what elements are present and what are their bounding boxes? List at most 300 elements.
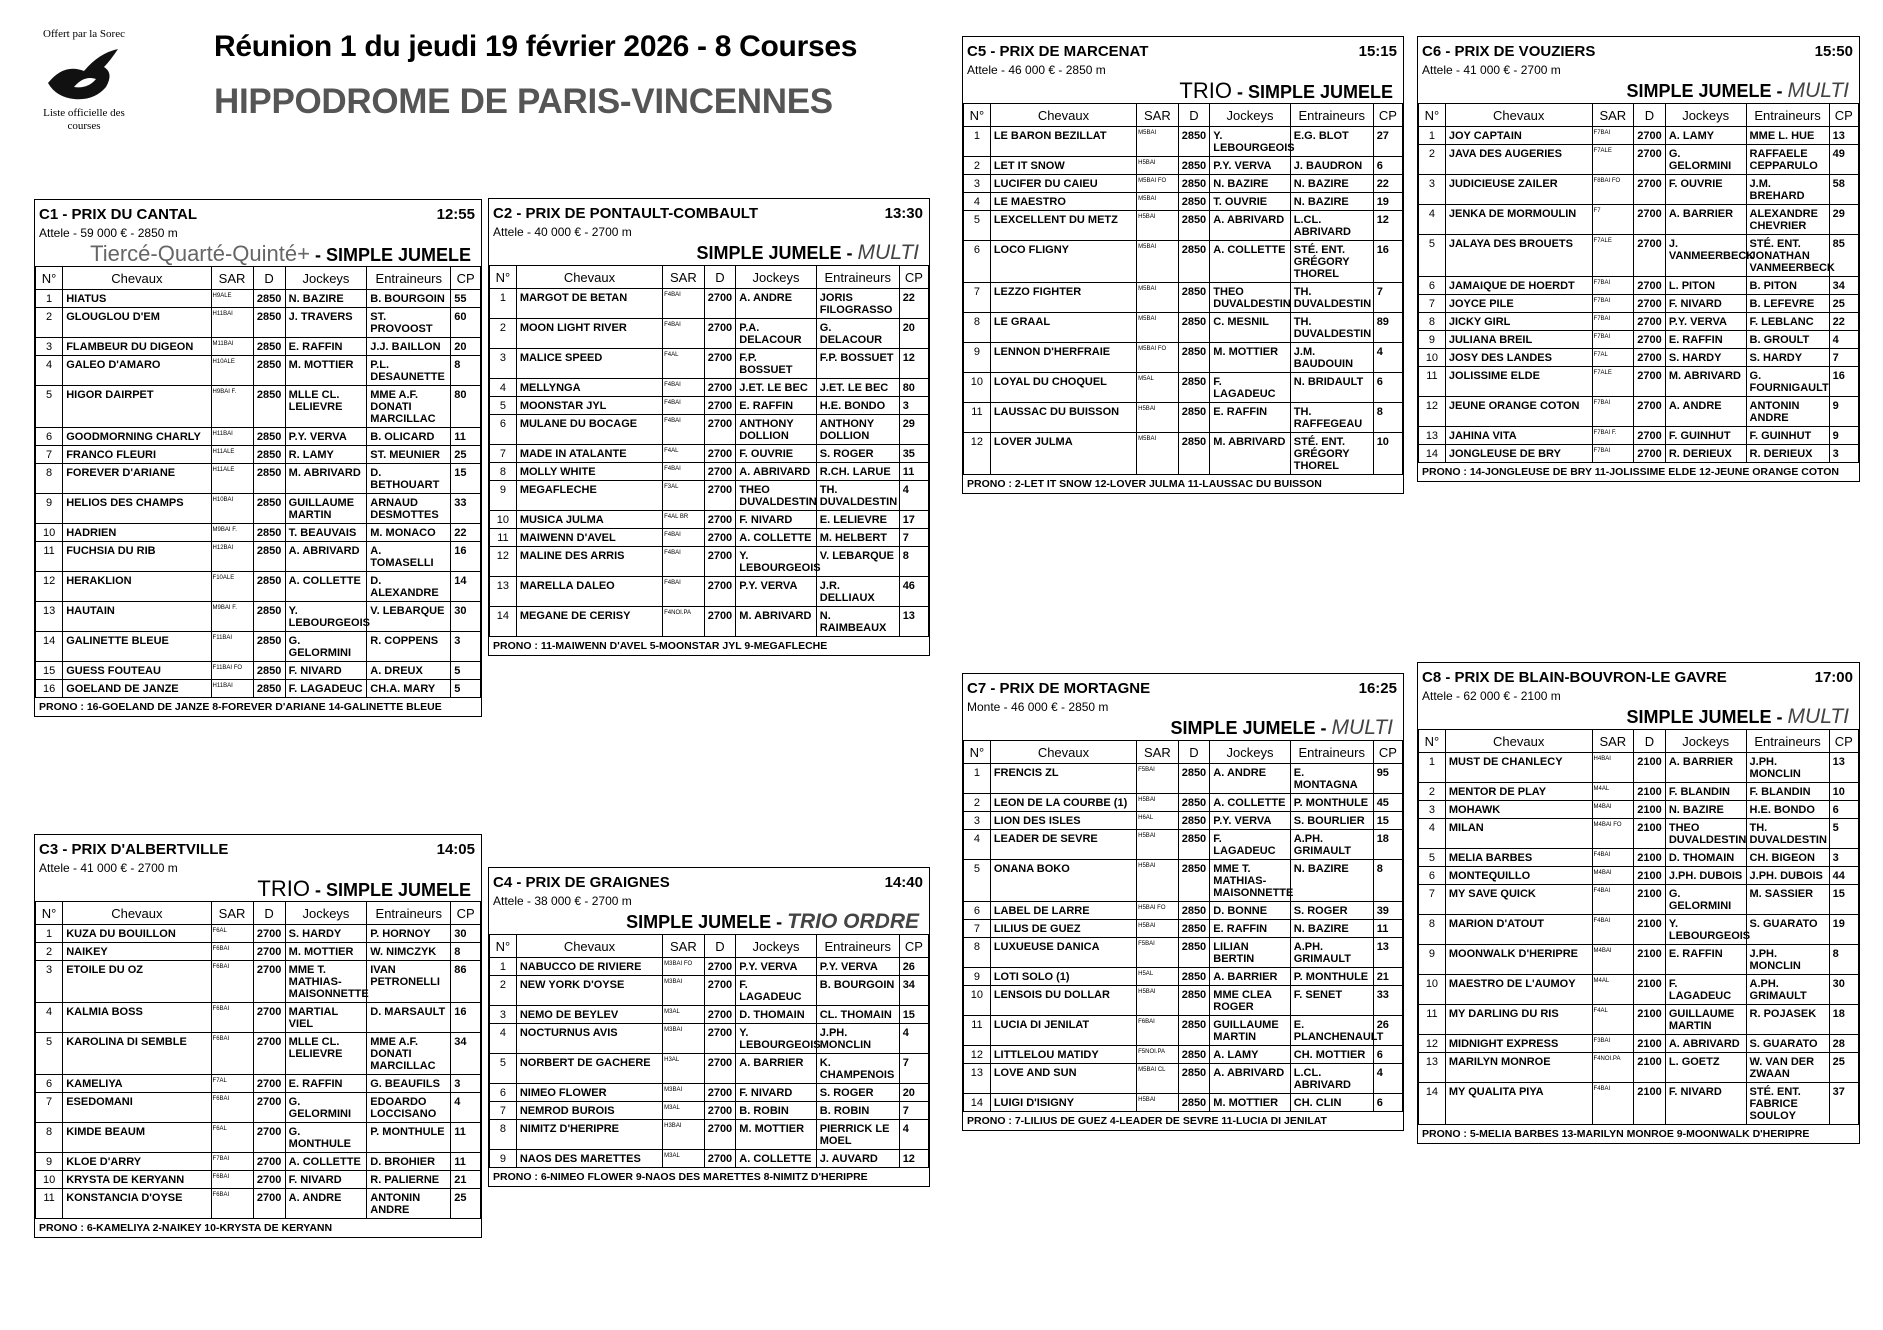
horse-name: MAESTRO DE L'AUMOY [1445, 975, 1592, 1005]
runner-number: 14 [490, 607, 517, 637]
bet-type-label: TRIO [257, 876, 310, 901]
distance: 2850 [1178, 403, 1210, 433]
horse-name: KIMDE BEAUM [63, 1123, 211, 1153]
trainer: R. DERIEUX [1746, 445, 1829, 463]
sar-info: H6AL [1137, 812, 1178, 830]
cp-value: 95 [1373, 764, 1402, 794]
runner-number: 9 [36, 1153, 63, 1171]
jockey: F. LAGADEUC [736, 976, 816, 1006]
runner-row [1419, 427, 1859, 445]
trainer: A.PH. GRIMAULT [1290, 938, 1373, 968]
runner-row [964, 175, 1403, 193]
runner-number: 6 [964, 902, 991, 920]
prono-line: PRONO : 2-LET IT SNOW 12-LOVER JULMA 11-LAUSSAC DU BUISSON [967, 478, 1322, 490]
jockey: GUILLAUME MARTIN [1210, 1016, 1290, 1046]
sar-info: F4BAI [663, 379, 704, 397]
col-horse-header: Chevaux [990, 741, 1136, 764]
runner-number: 10 [1419, 975, 1446, 1005]
cp-value: 15 [451, 464, 481, 494]
cp-value: 18 [1373, 830, 1402, 860]
sar-info: M5BAI [1137, 283, 1178, 313]
venue-title: HIPPODROME DE PARIS-VINCENNES [214, 82, 833, 121]
runner-row [490, 445, 929, 463]
distance: 2100 [1634, 867, 1666, 885]
jockey: S. HARDY [285, 925, 367, 943]
runner-row [490, 1150, 929, 1168]
prono-line: PRONO : 11-MAIWENN D'AVEL 5-MOONSTAR JYL 9-MEGAFLECHE [493, 640, 828, 652]
sar-info: H5BAI [1137, 920, 1178, 938]
horse-name: LION DES ISLES [990, 812, 1136, 830]
sar-info: H5BAI [1137, 986, 1178, 1016]
runner-number: 7 [964, 283, 991, 313]
jockey: S. HARDY [1665, 349, 1746, 367]
sar-info: F8BAI FO [1592, 175, 1634, 205]
runner-row [1419, 753, 1859, 783]
distance: 2850 [253, 356, 285, 386]
race-time: 13:30 [884, 205, 923, 222]
jockey: M. ABRIVARD [1665, 367, 1746, 397]
sar-info: F10ALE [211, 572, 253, 602]
runner-number: 13 [964, 1064, 991, 1094]
horse-name: LILIUS DE GUEZ [990, 920, 1136, 938]
horse-name: NAIKEY [63, 943, 211, 961]
col-number-header: N° [490, 935, 517, 958]
runner-number: 2 [964, 794, 991, 812]
runner-number: 9 [964, 968, 991, 986]
distance: 2850 [253, 572, 285, 602]
runner-number: 9 [964, 343, 991, 373]
trainer: MME L. HUE [1746, 127, 1829, 145]
sar-info: F7 [1592, 205, 1634, 235]
bet-type-label: MULTI [1787, 79, 1849, 102]
col-trainer-header: Entraineurs [816, 266, 899, 289]
cp-value: 5 [451, 662, 481, 680]
sar-info: F4BAI [663, 529, 704, 547]
runner-number: 11 [964, 1016, 991, 1046]
cp-value: 80 [451, 386, 481, 428]
cp-value: 26 [899, 958, 928, 976]
runner-number: 3 [490, 1006, 517, 1024]
trainer: F. SENET [1290, 986, 1373, 1016]
jockey: P.Y. VERVA [736, 577, 816, 607]
distance: 2850 [1178, 175, 1210, 193]
sar-info: F6BAI [1137, 1016, 1178, 1046]
jockey: MME T. MATHIAS-MAISONNETTE [1210, 860, 1290, 902]
cp-value: 9 [1829, 397, 1858, 427]
race-conditions: Attele - 46 000 € - 2850 m [967, 63, 1106, 77]
runner-row [490, 1084, 929, 1102]
runner-row [964, 1016, 1403, 1046]
runner-number: 9 [1419, 945, 1446, 975]
distance: 2850 [1178, 433, 1210, 475]
col-horse-header: Chevaux [516, 266, 662, 289]
logo-bottom-text: Liste officielle des courses [43, 107, 125, 132]
jockey: P.Y. VERVA [1210, 157, 1290, 175]
bet-types [35, 242, 481, 266]
cp-value: 9 [1829, 427, 1858, 445]
sar-info: H10BAI [211, 494, 253, 524]
sar-info: F7AL [1592, 349, 1634, 367]
runner-row [1419, 885, 1859, 915]
runner-number: 2 [490, 976, 517, 1006]
col-horse-header: Chevaux [63, 267, 211, 290]
cp-value: 15 [899, 1006, 928, 1024]
race-time: 14:05 [436, 841, 475, 858]
trainer: ANTONIN ANDRE [1746, 397, 1829, 427]
distance: 2850 [1178, 968, 1210, 986]
runner-row [490, 463, 929, 481]
trainer: CH. CLIN [1290, 1094, 1373, 1112]
horse-name: MENTOR DE PLAY [1445, 783, 1592, 801]
jockey: A. COLLETTE [1210, 241, 1290, 283]
runner-number: 9 [1419, 331, 1446, 349]
jockey: F. NIVARD [736, 1084, 816, 1102]
runner-row [490, 976, 929, 1006]
distance: 2700 [704, 577, 736, 607]
runner-number: 7 [490, 1102, 517, 1120]
runner-row [964, 127, 1403, 157]
runner-row [490, 289, 929, 319]
runner-number: 4 [1419, 205, 1446, 235]
distance: 2700 [1634, 277, 1666, 295]
jockey: L. GOETZ [1665, 1053, 1746, 1083]
sar-info: F4BAI [663, 319, 704, 349]
race-card-c2 [488, 198, 930, 656]
runner-row [1419, 915, 1859, 945]
trainer: B. OLICARD [367, 428, 451, 446]
distance: 2700 [1634, 445, 1666, 463]
horse-name: HIGOR DAIRPET [63, 386, 211, 428]
trainer: N. BRIDAULT [1290, 373, 1373, 403]
jockey: A. ABRIVARD [1210, 211, 1290, 241]
jockey: THEO DUVALDESTIN [1665, 819, 1746, 849]
sar-info: F11BAI FO [211, 662, 253, 680]
sar-info: H3BAI [663, 1120, 704, 1150]
trainer: W. VAN DER ZWAAN [1746, 1053, 1829, 1083]
runner-row [1419, 127, 1859, 145]
runner-number: 8 [490, 1120, 517, 1150]
horse-name: LUCIA DI JENILAT [990, 1016, 1136, 1046]
distance: 2850 [1178, 157, 1210, 175]
col-distance-header: D [253, 902, 285, 925]
runner-number: 5 [964, 211, 991, 241]
cp-value: 12 [1373, 211, 1402, 241]
jockey: A. BARRIER [1665, 753, 1746, 783]
trainer: J.M. BREHARD [1746, 175, 1829, 205]
runner-number: 6 [1419, 277, 1446, 295]
trainer: ST. MEUNIER [367, 446, 451, 464]
runner-row [964, 211, 1403, 241]
distance: 2850 [1178, 794, 1210, 812]
runner-row [1419, 1083, 1859, 1125]
horse-name: MADE IN ATALANTE [516, 445, 662, 463]
cp-value: 22 [451, 524, 481, 542]
race-card-c1 [34, 199, 482, 717]
runner-row [36, 572, 481, 602]
horse-name: MY SAVE QUICK [1445, 885, 1592, 915]
runner-row [964, 986, 1403, 1016]
sar-info: M5BAI FO [1137, 175, 1178, 193]
jockey: MARTIAL VIEL [285, 1003, 367, 1033]
col-sar-header: SAR [211, 267, 253, 290]
col-jockey-header: Jockeys [1210, 104, 1290, 127]
runner-row [964, 794, 1403, 812]
trainer: P.Y. VERVA [816, 958, 899, 976]
horse-name: LUXUEUSE DANICA [990, 938, 1136, 968]
race-conditions: Attele - 40 000 € - 2700 m [493, 225, 632, 239]
race-card-c3 [34, 834, 482, 1238]
trainer: J.R. DELLIAUX [816, 577, 899, 607]
trainer: J.PH. MONCLIN [1746, 945, 1829, 975]
trainer: G. DELACOUR [816, 319, 899, 349]
runner-row [36, 632, 481, 662]
horse-name: FUCHSIA DU RIB [63, 542, 211, 572]
cp-value: 12 [899, 349, 928, 379]
col-number-header: N° [964, 741, 991, 764]
runner-row [36, 338, 481, 356]
distance: 2700 [704, 1024, 736, 1054]
distance: 2100 [1634, 1035, 1666, 1053]
race-conditions: Attele - 62 000 € - 2100 m [1422, 689, 1561, 703]
jockey: A. COLLETTE [285, 1153, 367, 1171]
runner-row [964, 1064, 1403, 1094]
cp-value: 18 [1829, 1005, 1858, 1035]
distance: 2850 [1178, 343, 1210, 373]
sar-info: M5BAI CL [1137, 1064, 1178, 1094]
sar-info: F4BAI [663, 463, 704, 481]
bet-type-label: - SIMPLE JUMELE [1231, 82, 1393, 102]
runners-table [1418, 103, 1859, 463]
runner-number: 6 [964, 241, 991, 283]
sar-info: M5BAI [1137, 433, 1178, 475]
runner-number: 4 [36, 356, 63, 386]
distance: 2700 [253, 1189, 285, 1219]
trainer: P. MONTHULE [1290, 968, 1373, 986]
trainer: R. POJASEK [1746, 1005, 1829, 1035]
col-horse-header: Chevaux [990, 104, 1136, 127]
distance: 2700 [253, 1123, 285, 1153]
distance: 2700 [704, 1084, 736, 1102]
cp-value: 19 [1829, 915, 1858, 945]
runner-row [36, 1075, 481, 1093]
runner-row [36, 1153, 481, 1171]
cp-value: 13 [899, 607, 928, 637]
horse-name: NEMO DE BEYLEV [516, 1006, 662, 1024]
runner-number: 12 [36, 572, 63, 602]
runner-number: 14 [36, 632, 63, 662]
sar-info: F7BAI F. [1592, 427, 1634, 445]
runner-row [36, 680, 481, 698]
cp-value: 37 [1829, 1083, 1858, 1125]
distance: 2100 [1634, 801, 1666, 819]
cp-value: 11 [899, 463, 928, 481]
sar-info: F4AL [1592, 1005, 1634, 1035]
cp-value: 34 [451, 1033, 481, 1075]
trainer: J. BAUDRON [1290, 157, 1373, 175]
sar-info: M11BAI [211, 338, 253, 356]
cp-value: 20 [899, 1084, 928, 1102]
runner-row [36, 602, 481, 632]
col-trainer-header: Entraineurs [1746, 730, 1829, 753]
col-number-header: N° [490, 266, 517, 289]
horse-name: JALAYA DES BROUETS [1445, 235, 1592, 277]
runner-number: 11 [490, 529, 517, 547]
col-distance-header: D [253, 267, 285, 290]
col-jockey-header: Jockeys [285, 267, 367, 290]
col-jockey-header: Jockeys [1665, 730, 1746, 753]
runner-row [1419, 295, 1859, 313]
bet-type-label: - SIMPLE JUMELE [309, 245, 471, 265]
sar-info: M4AL [1592, 783, 1634, 801]
runner-number: 7 [1419, 885, 1446, 915]
race-conditions: Attele - 38 000 € - 2700 m [493, 894, 632, 908]
horse-name: JICKY GIRL [1445, 313, 1592, 331]
cp-value: 4 [1829, 331, 1858, 349]
sorec-logo [28, 28, 140, 158]
sar-info: F6BAI [211, 1189, 253, 1219]
distance: 2700 [1634, 295, 1666, 313]
runner-row [490, 415, 929, 445]
runner-number: 12 [1419, 1035, 1446, 1053]
runner-number: 10 [490, 511, 517, 529]
cp-value: 21 [1373, 968, 1402, 986]
cp-value: 60 [451, 308, 481, 338]
sar-info: H5AL [1137, 968, 1178, 986]
horse-name: JONGLEUSE DE BRY [1445, 445, 1592, 463]
distance: 2850 [1178, 830, 1210, 860]
cp-value: 12 [899, 1150, 928, 1168]
horse-name: LUCIFER DU CAIEU [990, 175, 1136, 193]
trainer: D. ALEXANDRE [367, 572, 451, 602]
table-header-row [1419, 730, 1859, 753]
cp-value: 22 [899, 289, 928, 319]
runner-row [36, 961, 481, 1003]
jockey: J. VANMEERBECK [1665, 235, 1746, 277]
runner-row [36, 1033, 481, 1075]
cp-value: 25 [1829, 1053, 1858, 1083]
trainer: H.E. BONDO [816, 397, 899, 415]
bet-type-label: - SIMPLE JUMELE [309, 880, 471, 900]
runner-number: 1 [490, 958, 517, 976]
jockey: M. MOTTIER [1210, 1094, 1290, 1112]
col-cp-header: CP [899, 935, 928, 958]
race-name: C2 - PRIX DE PONTAULT-COMBAULT [493, 205, 758, 222]
jockey: T. OUVRIE [1210, 193, 1290, 211]
trainer: M. MONACO [367, 524, 451, 542]
jockey: A. ANDRE [1210, 764, 1290, 794]
trainer: RAFFAELE CEPPARULO [1746, 145, 1829, 175]
jockey: Y. LEBOURGEOIS [1210, 127, 1290, 157]
runner-number: 1 [36, 925, 63, 943]
runner-number: 9 [36, 494, 63, 524]
horse-name: KAMELIYA [63, 1075, 211, 1093]
distance: 2100 [1634, 915, 1666, 945]
runner-number: 1 [1419, 753, 1446, 783]
horse-name: GALINETTE BLEUE [63, 632, 211, 662]
cp-value: 17 [899, 511, 928, 529]
runner-number: 2 [964, 157, 991, 175]
runner-row [964, 860, 1403, 902]
race-header [35, 835, 481, 859]
horse-name: LAUSSAC DU BUISSON [990, 403, 1136, 433]
race-time: 12:55 [436, 206, 475, 223]
race-conditions: Attele - 41 000 € - 2700 m [39, 861, 178, 875]
distance: 2700 [704, 481, 736, 511]
runner-number: 10 [964, 373, 991, 403]
sar-info: H5BAI FO [1137, 902, 1178, 920]
horse-name: KUZA DU BOUILLON [63, 925, 211, 943]
horse-name: MARELLA DALEO [516, 577, 662, 607]
bet-type-label: MULTI [1787, 705, 1849, 728]
sar-info: F7BAI [1592, 313, 1634, 331]
cp-value: 25 [1829, 295, 1858, 313]
horse-name: LEADER DE SEVRE [990, 830, 1136, 860]
sar-info: M3AL [663, 1006, 704, 1024]
runner-number: 7 [1419, 295, 1446, 313]
sar-info: M4BAI [1592, 945, 1634, 975]
sar-info: F7BAI [1592, 295, 1634, 313]
cp-value: 3 [899, 397, 928, 415]
cp-value: 3 [1829, 849, 1858, 867]
col-cp-header: CP [1829, 730, 1858, 753]
trainer: L.CL. ABRIVARD [1290, 1064, 1373, 1094]
trainer: G. FOURNIGAULT [1746, 367, 1829, 397]
jockey: E. RAFFIN [736, 397, 816, 415]
table-header-row [1419, 104, 1859, 127]
distance: 2700 [704, 415, 736, 445]
runner-row [964, 1046, 1403, 1064]
distance: 2700 [253, 1075, 285, 1093]
horse-name: HAUTAIN [63, 602, 211, 632]
cp-value: 4 [899, 1024, 928, 1054]
horse-name: MARION D'ATOUT [1445, 915, 1592, 945]
prono-line: PRONO : 16-GOELAND DE JANZE 8-FOREVER D'ARIANE 14-GALINETTE BLEUE [39, 701, 442, 713]
col-number-header: N° [36, 267, 63, 290]
sar-info: M5AL [1137, 373, 1178, 403]
trainer: J. AUVARD [816, 1150, 899, 1168]
jockey: A. LAMY [1665, 127, 1746, 145]
bet-types [963, 716, 1403, 740]
col-distance-header: D [1634, 730, 1666, 753]
horse-name: NORBERT DE GACHERE [516, 1054, 662, 1084]
jockey: Y. LEBOURGEOIS [285, 602, 367, 632]
race-header [489, 199, 929, 223]
jockey: F. NIVARD [736, 511, 816, 529]
distance: 2700 [1634, 145, 1666, 175]
sar-info: H12BAI [211, 542, 253, 572]
distance: 2100 [1634, 975, 1666, 1005]
jockey: M. ABRIVARD [736, 607, 816, 637]
trainer: J.J. BAILLON [367, 338, 451, 356]
trainer: P. HORNOY [367, 925, 451, 943]
distance: 2700 [1634, 313, 1666, 331]
col-distance-header: D [704, 266, 736, 289]
horse-name: LE MAESTRO [990, 193, 1136, 211]
trainer: H.E. BONDO [1746, 801, 1829, 819]
cp-value: 26 [1373, 1016, 1402, 1046]
runner-number: 12 [964, 1046, 991, 1064]
jockey: G. GELORMINI [285, 1093, 367, 1123]
runner-row [1419, 205, 1859, 235]
horse-name: NIMEO FLOWER [516, 1084, 662, 1102]
distance: 2700 [1634, 175, 1666, 205]
horse-name: ONANA BOKO [990, 860, 1136, 902]
runner-number: 6 [36, 428, 63, 446]
runner-row [490, 1024, 929, 1054]
trainer: N. BAZIRE [1290, 920, 1373, 938]
runner-row [1419, 849, 1859, 867]
jockey: F. OUVRIE [736, 445, 816, 463]
